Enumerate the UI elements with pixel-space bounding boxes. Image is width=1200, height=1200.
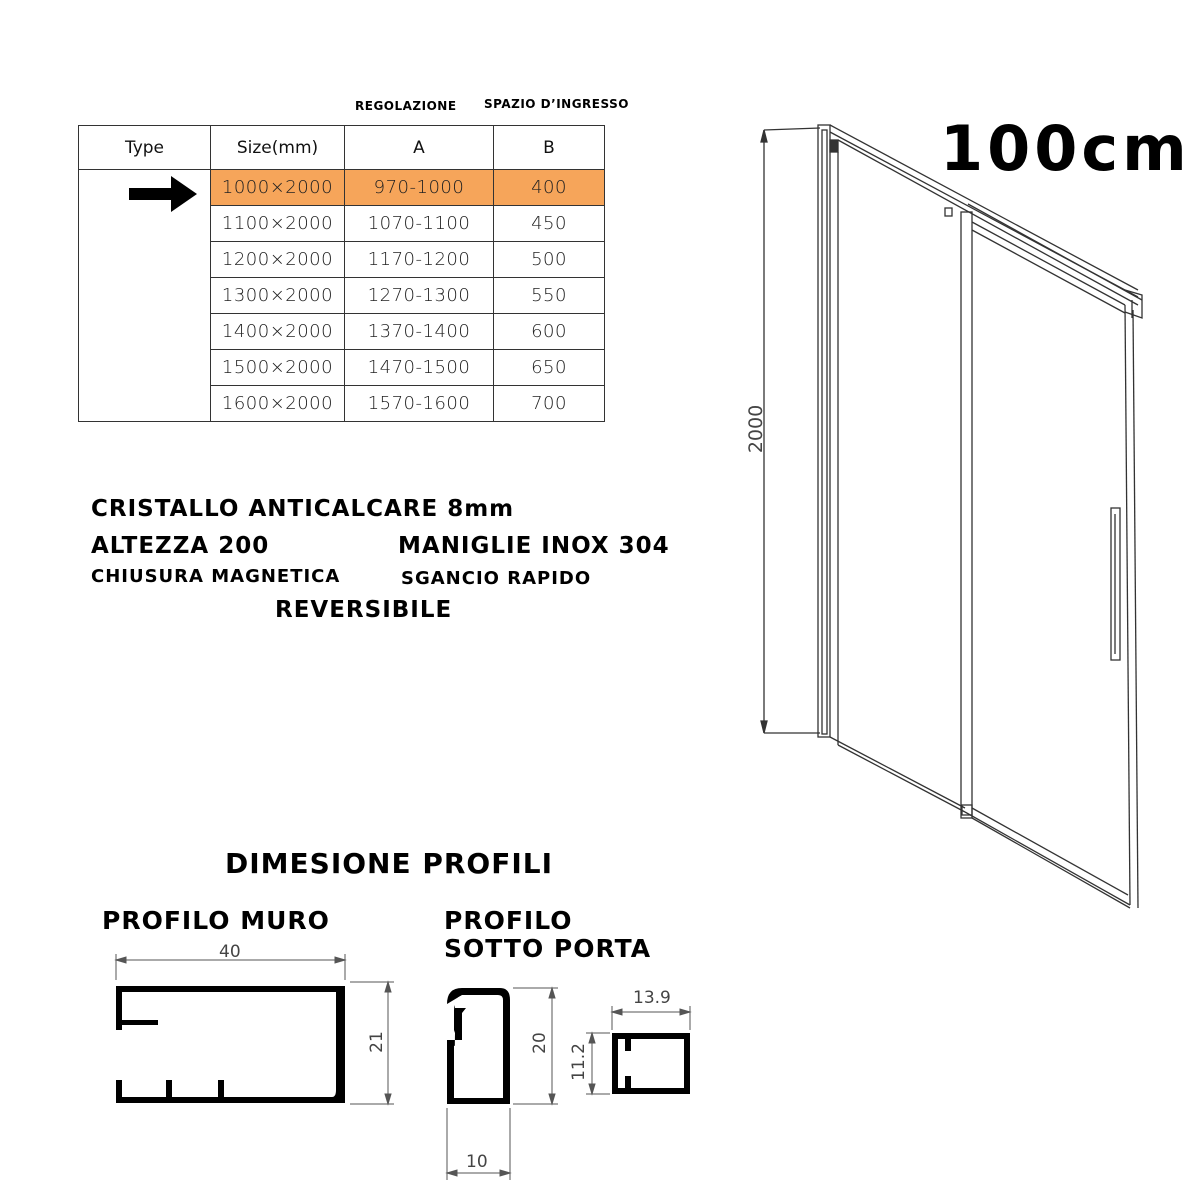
size-cell: 1600×2000 [211,386,345,422]
type-cell [79,170,211,422]
col-header-type: Type [79,126,211,170]
feature-reversible: REVERSIBILE [275,597,453,623]
wall-profile-width-label: 40 [219,942,241,962]
size-cell: 1000×2000 [211,170,345,206]
feature-magnetic: CHIUSURA MAGNETICA [91,566,341,587]
small-profile-width-label: 13.9 [633,988,671,1008]
profiles-section-title: DIMESIONE PROFILI [225,847,554,880]
door-height-label: 2000 [745,404,768,454]
small-profile-height-label: 11.2 [568,1043,589,1081]
arrow-right-icon [129,172,199,216]
col-b-caption: SPAZIO D’INGRESSO [484,97,629,111]
a-cell: 1370-1400 [345,314,494,350]
size-cell: 1300×2000 [211,278,345,314]
b-cell: 650 [494,350,605,386]
table-row [79,170,605,206]
bottom-profile-width-label: 10 [466,1152,488,1172]
size-table [78,125,605,422]
b-cell: 450 [494,206,605,242]
small-profile-shape [612,1033,690,1094]
a-cell: 1070-1100 [345,206,494,242]
a-cell: 1570-1600 [345,386,494,422]
b-cell: 400 [494,170,605,206]
handle-bar [1111,508,1120,660]
a-cell: 970-1000 [345,170,494,206]
a-cell: 1170-1200 [345,242,494,278]
feature-quick-release: SGANCIO RAPIDO [401,568,592,589]
wall-profile-bar [818,125,830,737]
size-cell: 1200×2000 [211,242,345,278]
b-cell: 600 [494,314,605,350]
b-cell: 500 [494,242,605,278]
feature-height: ALTEZZA 200 [91,533,270,559]
wall-profile-shape [116,986,345,1103]
feature-glass: CRISTALLO ANTICALCARE 8mm [91,496,515,522]
bottom-profile-shape [447,988,510,1104]
sliding-door-edge [961,212,972,818]
arrow-down-icon [761,721,767,733]
feature-handles: MANIGLIE INOX 304 [398,533,670,559]
a-cell: 1470-1500 [345,350,494,386]
col-header-b: B [494,126,605,170]
width-title: 100cm [940,112,1191,185]
wall-profile-title: PROFILO MURO [102,906,330,935]
col-header-size: Size(mm) [211,126,345,170]
bottom-profile-title-2: SOTTO PORTA [444,934,652,963]
col-header-a: A [345,126,494,170]
b-cell: 550 [494,278,605,314]
size-cell: 1100×2000 [211,206,345,242]
bottom-profile-title-1: PROFILO [444,906,573,935]
size-cell: 1400×2000 [211,314,345,350]
col-a-caption: REGOLAZIONE [355,99,457,113]
table-header-row [79,126,605,170]
a-cell: 1270-1300 [345,278,494,314]
b-cell: 700 [494,386,605,422]
size-cell: 1500×2000 [211,350,345,386]
bottom-profile-height-label: 20 [529,1032,550,1054]
wall-profile-height-label: 21 [366,1031,387,1053]
arrow-up-icon [761,130,767,142]
